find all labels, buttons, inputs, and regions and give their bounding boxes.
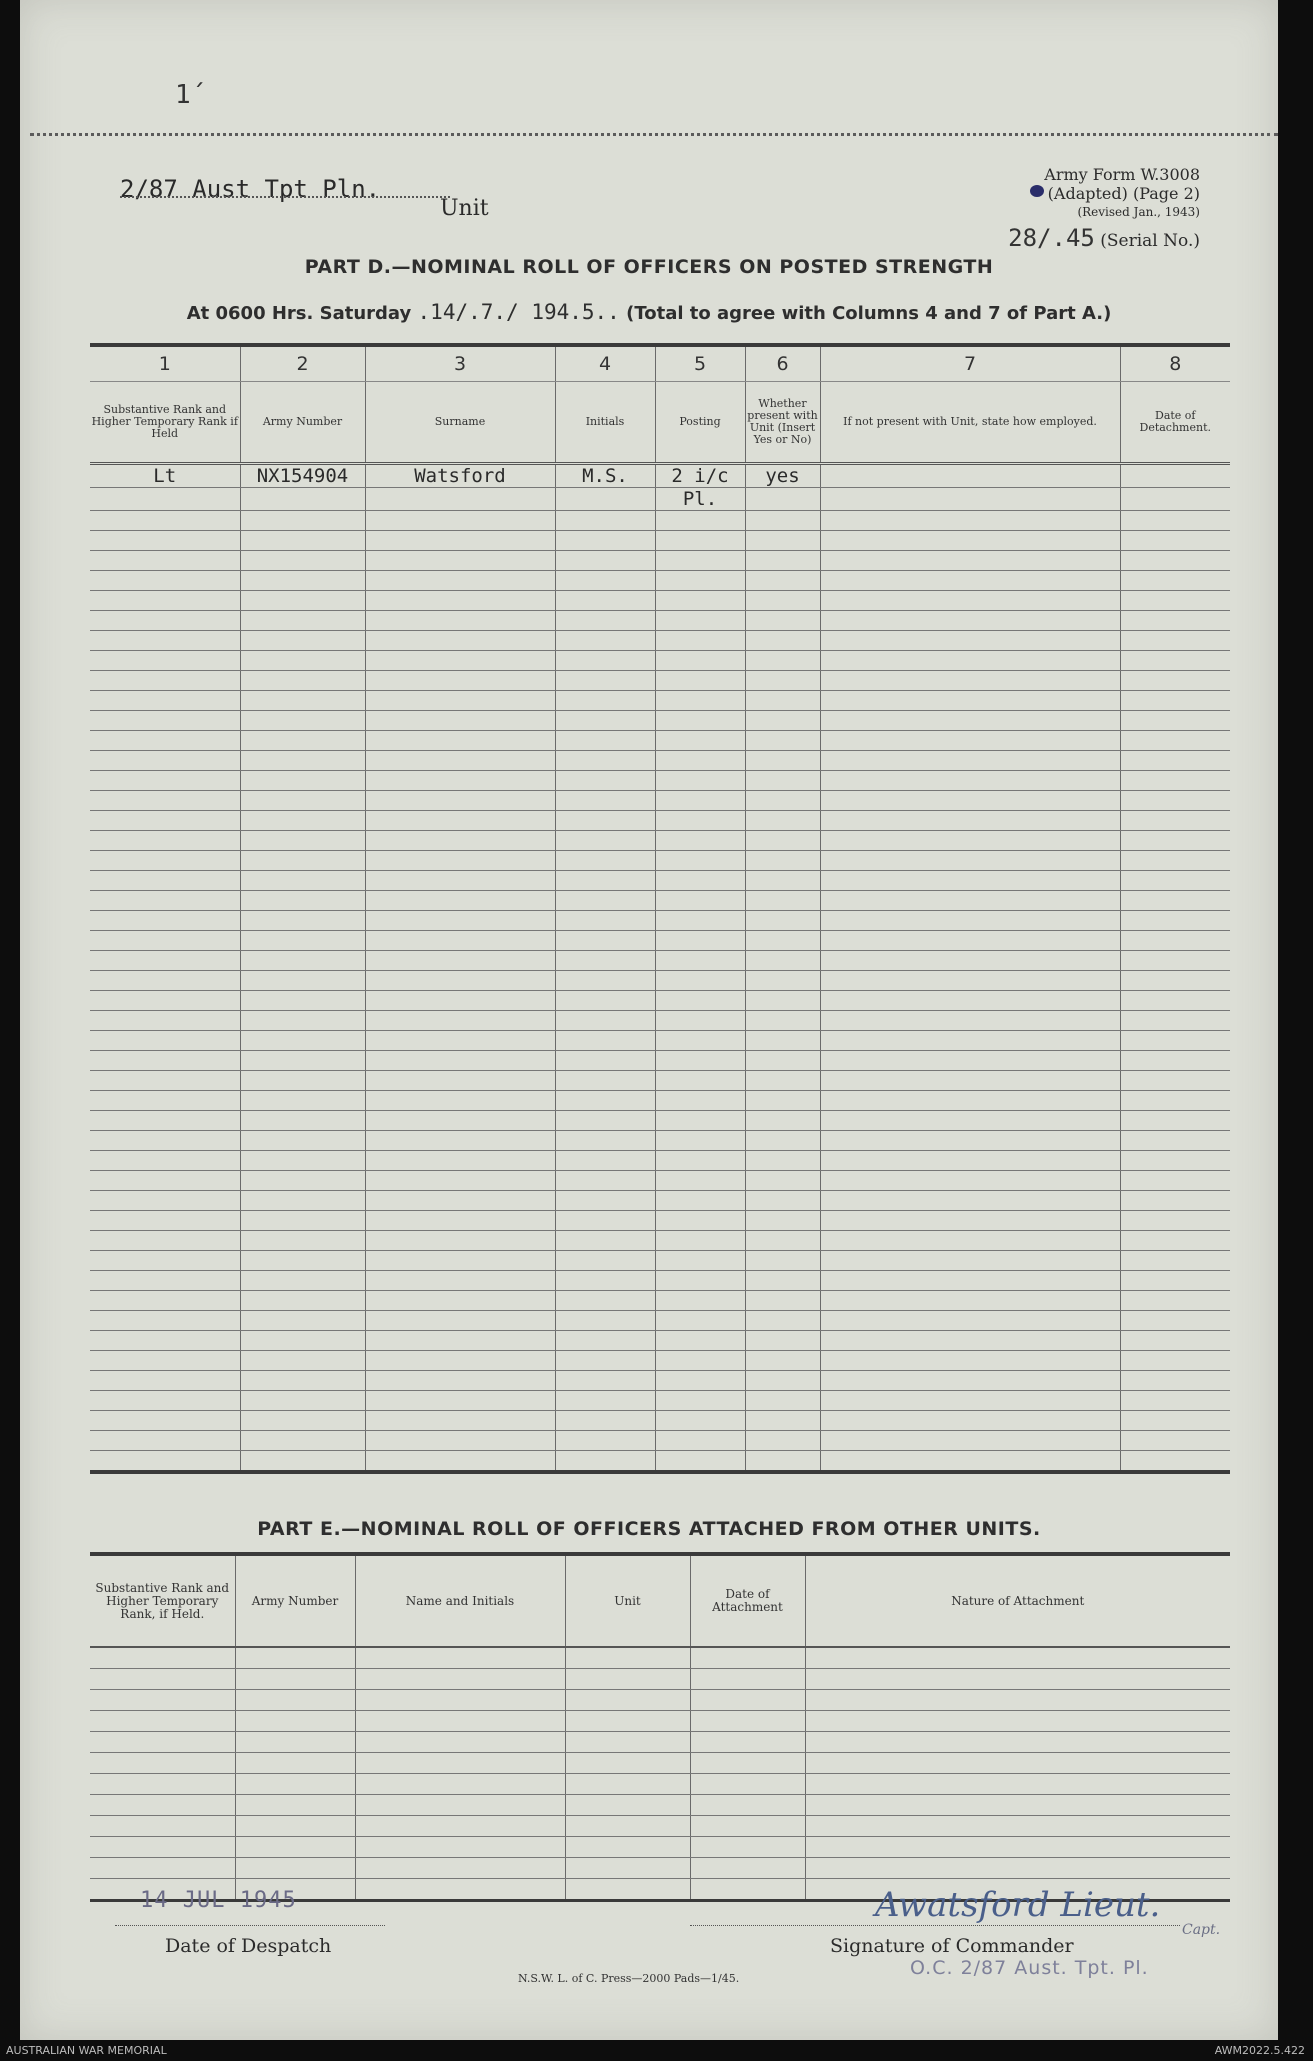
table-row bbox=[90, 531, 1230, 551]
press-imprint: N.S.W. L. of C. Press—2000 Pads—1/45. bbox=[518, 1972, 740, 1985]
col-header-rank: Substantive Rank and Higher Temporary Rank, if Held. bbox=[90, 1554, 235, 1647]
part-e-table bbox=[90, 1552, 1230, 1902]
table-row bbox=[90, 1291, 1230, 1311]
part-d-table bbox=[90, 343, 1230, 1474]
table-row bbox=[90, 931, 1230, 951]
tick-mark: 1´ bbox=[175, 80, 207, 110]
table-row bbox=[90, 1051, 1230, 1071]
part-d-title: PART D.—NOMINAL ROLL OF OFFICERS ON POSTED STRENGTH bbox=[304, 256, 994, 278]
ink-dot bbox=[1030, 185, 1044, 197]
at-prefix: At 0600 Hrs. Saturday bbox=[186, 303, 412, 324]
table-row bbox=[90, 1391, 1230, 1411]
table-row bbox=[90, 1091, 1230, 1111]
table-row bbox=[90, 1191, 1230, 1211]
col-number: 3 bbox=[365, 345, 555, 382]
table-row bbox=[90, 1071, 1230, 1091]
entry-posting-line1: 2 i/c bbox=[655, 464, 745, 488]
table-row bbox=[90, 951, 1230, 971]
table-row bbox=[90, 1311, 1230, 1331]
table-row-entry-cont bbox=[90, 488, 1230, 511]
col-header-present: Whether present with Unit (Insert Yes or No) bbox=[745, 382, 820, 464]
commander-signature: Awatsford Lieut. bbox=[875, 1885, 1161, 1925]
table-row bbox=[90, 991, 1230, 1011]
table-row bbox=[90, 511, 1230, 531]
form-reference bbox=[1044, 165, 1200, 222]
table-row bbox=[90, 1795, 1230, 1816]
unit-label: Unit bbox=[440, 196, 489, 221]
signature-dotted-line bbox=[690, 1925, 1180, 1926]
table-row bbox=[90, 1271, 1230, 1291]
table-row bbox=[90, 1151, 1230, 1171]
despatch-label: Date of Despatch bbox=[165, 1935, 332, 1957]
table-row bbox=[90, 1351, 1230, 1371]
signature-label: Signature of Commander bbox=[830, 1935, 1074, 1957]
part-d-empty-rows bbox=[90, 511, 1230, 1473]
table-row bbox=[90, 1431, 1230, 1451]
table-row bbox=[90, 1816, 1230, 1837]
part-e-title: PART E.—NOMINAL ROLL OF OFFICERS ATTACHED FROM OTHER UNITS. bbox=[257, 1518, 1041, 1540]
table-row bbox=[90, 791, 1230, 811]
col-header-attachment-nature: Nature of Attachment bbox=[805, 1554, 1230, 1647]
form-number: Army Form W.3008 bbox=[1044, 165, 1200, 184]
col-header-unit: Unit bbox=[565, 1554, 690, 1647]
col-number: 1 bbox=[90, 345, 240, 382]
entry-present: yes bbox=[745, 464, 820, 488]
col-header-army-number: Army Number bbox=[235, 1554, 355, 1647]
table-row bbox=[90, 1251, 1230, 1271]
table-row bbox=[90, 551, 1230, 571]
table-row bbox=[90, 731, 1230, 751]
serial-value: 28/.45 bbox=[1008, 224, 1095, 252]
table-row bbox=[90, 1837, 1230, 1858]
col-header-rank: Substantive Rank and Higher Temporary Rank if Held bbox=[90, 382, 240, 464]
serial-label: (Serial No.) bbox=[1100, 231, 1200, 251]
table-row bbox=[90, 671, 1230, 691]
table-row bbox=[90, 1171, 1230, 1191]
table-row bbox=[90, 1669, 1230, 1690]
table-row bbox=[90, 571, 1230, 591]
table-row bbox=[90, 1111, 1230, 1131]
table-row bbox=[90, 1753, 1230, 1774]
table-row bbox=[90, 1031, 1230, 1051]
form-revised: (Revised Jan., 1943) bbox=[1077, 205, 1200, 219]
oc-unit-stamp: O.C. 2/87 Aust. Tpt. Pl. bbox=[910, 1957, 1149, 1979]
col-number: 4 bbox=[555, 345, 655, 382]
table-row bbox=[90, 1371, 1230, 1391]
table-row bbox=[90, 611, 1230, 631]
archive-accession: AWM2022.5.422 bbox=[1214, 2044, 1305, 2057]
entry-army-number: NX154904 bbox=[240, 464, 365, 488]
table-row bbox=[90, 971, 1230, 991]
col-header-army-number: Army Number bbox=[240, 382, 365, 464]
form-sheet bbox=[20, 0, 1278, 2040]
col-number: 2 bbox=[240, 345, 365, 382]
entry-posting-line2: Pl. bbox=[655, 488, 745, 511]
despatch-date-stamp: 14 JUL 1945 bbox=[140, 1888, 297, 1913]
table-row bbox=[90, 891, 1230, 911]
table-row bbox=[90, 1732, 1230, 1753]
table-row bbox=[90, 1231, 1230, 1251]
table-row bbox=[90, 811, 1230, 831]
table-row bbox=[90, 1858, 1230, 1879]
table-row bbox=[90, 1711, 1230, 1732]
table-row bbox=[90, 651, 1230, 671]
table-row bbox=[90, 751, 1230, 771]
col-header-attachment-date: Date of Attachment bbox=[690, 1554, 805, 1647]
unit-typed: 2/87 Aust Tpt Pln. bbox=[120, 175, 381, 203]
table-row bbox=[90, 1211, 1230, 1231]
table-row bbox=[90, 831, 1230, 851]
table-row bbox=[90, 1011, 1230, 1031]
serial-number bbox=[1008, 224, 1200, 252]
unit-dotted-line bbox=[120, 196, 450, 198]
col-number: 8 bbox=[1120, 345, 1230, 382]
col-header-initials: Initials bbox=[555, 382, 655, 464]
entry-rank: Lt bbox=[90, 464, 240, 488]
form-adapted: (Adapted) (Page 2) bbox=[1047, 184, 1200, 203]
col-header-detachment-date: Date of Detachment. bbox=[1120, 382, 1230, 464]
perforation-line bbox=[30, 133, 1278, 136]
table-row bbox=[90, 591, 1230, 611]
table-row bbox=[90, 711, 1230, 731]
part-e-empty-rows bbox=[90, 1647, 1230, 1901]
col-header-surname: Surname bbox=[365, 382, 555, 464]
entry-surname: Watsford bbox=[365, 464, 555, 488]
table-row bbox=[90, 1331, 1230, 1351]
capt-note: Capt. bbox=[1182, 1922, 1221, 1938]
table-row bbox=[90, 1131, 1230, 1151]
table-row bbox=[90, 631, 1230, 651]
col-header-posting: Posting bbox=[655, 382, 745, 464]
entry-initials: M.S. bbox=[555, 464, 655, 488]
table-row bbox=[90, 1451, 1230, 1473]
table-row-entry bbox=[90, 464, 1230, 488]
despatch-dotted-line bbox=[115, 1925, 385, 1926]
table-row bbox=[90, 1411, 1230, 1431]
table-row bbox=[90, 851, 1230, 871]
table-row bbox=[90, 691, 1230, 711]
part-d-date-line bbox=[20, 300, 1278, 324]
table-row bbox=[90, 1690, 1230, 1711]
col-header-name-initials: Name and Initials bbox=[355, 1554, 565, 1647]
col-number: 7 bbox=[820, 345, 1120, 382]
table-row bbox=[90, 1774, 1230, 1795]
table-row bbox=[90, 1647, 1230, 1669]
date-typed: .14/.7./ 194.5.. bbox=[417, 300, 620, 324]
table-row bbox=[90, 871, 1230, 891]
table-row bbox=[90, 911, 1230, 931]
col-number: 6 bbox=[745, 345, 820, 382]
col-number: 5 bbox=[655, 345, 745, 382]
archive-credit: AUSTRALIAN WAR MEMORIAL bbox=[6, 2044, 167, 2057]
table-row bbox=[90, 771, 1230, 791]
col-header-employment: If not present with Unit, state how employed. bbox=[820, 382, 1120, 464]
at-suffix: (Total to agree with Columns 4 and 7 of Part A.) bbox=[626, 303, 1112, 324]
